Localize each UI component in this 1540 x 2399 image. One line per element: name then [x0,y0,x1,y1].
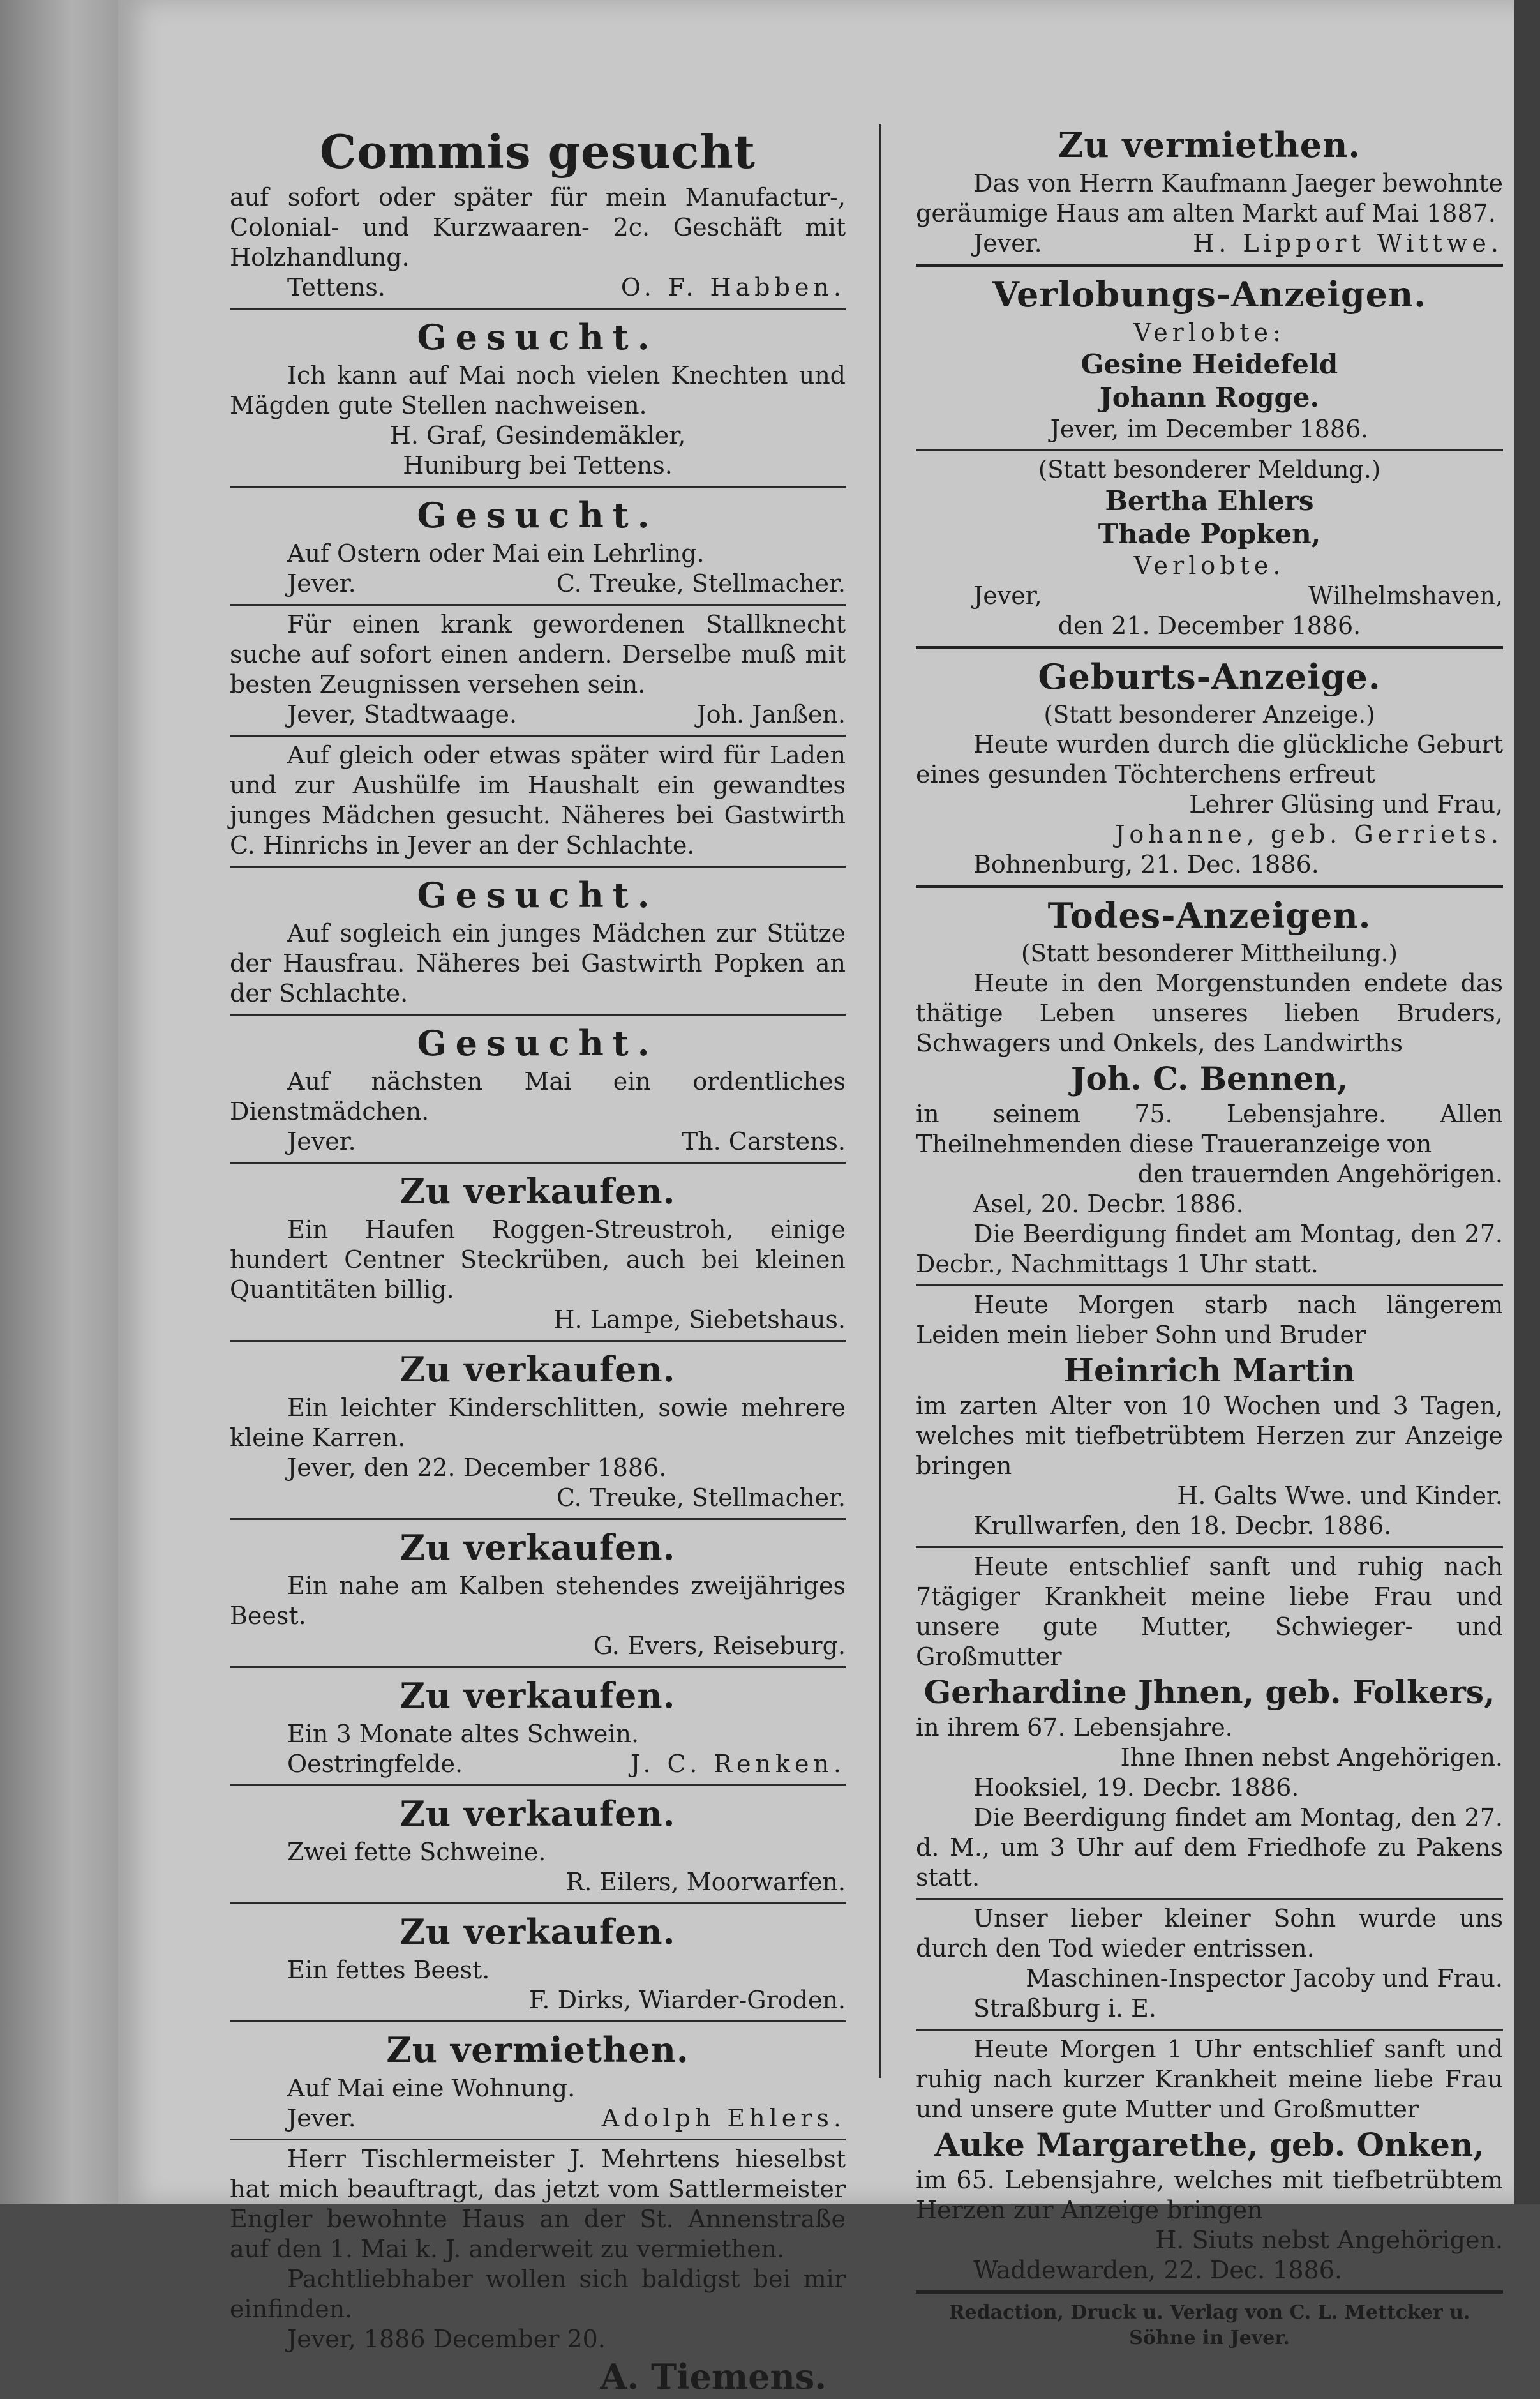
ad-funeral: Die Beerdigung findet am Montag, den 27. d. M., um 3 Uhr auf dem Friedhofe zu Pakens statt. [916,1803,1503,1891]
ad-signature: Joh. Janßen. [696,700,846,728]
separator [230,1902,846,1904]
ad-place: Asel, 20. Decbr. 1886. [973,1190,1244,1218]
separator [230,2139,846,2140]
ad-name: Johann Rogge. [1099,382,1320,413]
ad-date: den 21. December 1886. [1058,612,1361,640]
ad-text: Heute wurden durch die glückliche Geburt eines gesunden Töchterchens erfreut [916,730,1503,788]
ad-name: Joh. C. Bennen, [1070,1060,1349,1097]
ad-text: Heute Morgen starb nach längerem Leiden mein lieber Sohn und Bruder [916,1291,1503,1349]
ad-place: Oestringfelde. [287,1750,463,1778]
ad-place: Hooksiel, 19. Decbr. 1886. [973,1773,1299,1801]
ad-place: Krullwarfen, den 18. Decbr. 1886. [973,1512,1392,1540]
ad-tod-bennen [916,892,1503,1279]
ad-signature: R. Eilers, Moorwarfen. [565,1868,846,1896]
ad-title: Zu vermiethen. [386,2029,689,2070]
separator [230,2020,846,2022]
separator [230,1666,846,1668]
ad-title: Zu verkaufen. [400,1793,676,1834]
ad-place: Jever, 1886 December 20. [287,2325,606,2353]
separator [916,1898,1503,1900]
ad-text-2: in seinem 75. Lebensjahre. Allen Theilnehmenden diese Traueranzeige von [916,1100,1503,1158]
column-divider [879,124,881,2078]
ad-place: Jever, [973,582,1042,610]
ad-signature: Lehrer Glüsing und Frau, [1189,790,1503,818]
ad-signature: F. Dirks, Wiarder-Groden. [528,1986,846,2014]
separator [916,264,1503,267]
ad-place: Jever, im December 1886. [1050,415,1369,443]
ad-text: Ein leichter Kinderschlitten, sowie mehrere kleine Karren. [230,1394,846,1452]
ad-name: Gesine Heidefeld [1080,349,1338,380]
ad-title: Commis gesucht [319,124,756,179]
ad-vermiethen-haus-tiemens [230,2144,846,2399]
ad-name: Bertha Ehlers [1105,485,1314,516]
ad-signature: O. F. Habben. [620,273,846,301]
ad-signature: Ihne Ihnen nebst Angehörigen. [1120,1743,1503,1771]
ad-stallknecht [230,610,846,730]
scan-left-margin [0,0,121,2204]
ad-verkaufen-beest [230,1524,846,1661]
ad-text: Heute entschlief sanft und ruhig nach 7tägiger Krankheit meine liebe Frau und unsere gute Mutter, Schwieger- und Großmutter [916,1553,1503,1671]
separator [230,604,846,606]
separator [230,308,846,310]
ad-text: Ein Haufen Roggen-Streustroh, einige hundert Centner Steckrüben, auch bei kleinen Quantitäten billig. [230,1215,846,1304]
ad-text: Herr Tischlermeister J. Mehrtens hieselbst hat mich beauftragt, das jetzt vom Sattlermeister Engler bewohnte Haus an der St. Annenstraße auf den 1. Mai k. J. anderweit zu vermiethen. [230,2145,846,2263]
ad-place: Jever. [287,1127,356,1155]
ad-title: Zu verkaufen. [400,1349,676,1390]
ad-text: Ein 3 Monate altes Schwein. [287,1720,639,1748]
ad-place: Waddewarden, 22. Dec. 1886. [973,2256,1343,2284]
ad-signature: G. Evers, Reiseburg. [593,1632,846,1660]
separator [230,1518,846,1520]
ad-title: Todes-Anzeigen. [1047,895,1372,936]
ad-tod-onken [916,2034,1503,2285]
separator [230,1340,846,1342]
ad-verkaufen-fettes-beest [230,1908,846,2015]
ad-text: Unser lieber kleiner Sohn wurde uns durch den Tod wieder entrissen. [916,1904,1503,1962]
ad-title: Gesucht. [417,495,659,536]
ad-signature: H. Siuts nebst Angehörigen. [1155,2226,1503,2254]
ad-title: Zu verkaufen. [400,1527,676,1568]
scan-right-edge [1514,0,1540,2204]
ad-name: Thade Popken, [1098,518,1321,550]
ad-note: (Statt besonderer Mittheilung.) [1021,940,1398,967]
separator [916,646,1503,649]
ad-title: Gesucht. [417,1023,659,1064]
ad-gesucht-stuetze [230,871,846,1009]
ad-text: Ein nahe am Kalben stehendes zweijähriges Beest. [230,1572,846,1630]
ad-name: Heinrich Martin [1063,1351,1356,1389]
ad-note: (Statt besonderer Meldung.) [1038,456,1381,483]
ad-title: Zu verkaufen. [400,1675,676,1716]
ad-gesucht-dienstmaedchen [230,1019,846,1157]
separator [230,1014,846,1016]
separator [916,2290,1503,2294]
ad-verlobung-heidefeld-rogge [916,271,1503,444]
ad-text: Ein fettes Beest. [287,1956,490,1984]
ad-place: Bohnenburg, 21. Dec. 1886. [973,850,1319,878]
separator [230,866,846,868]
ad-verkaufen-schlitten [230,1346,846,1513]
ad-gesucht-graf [230,313,846,481]
separator [916,1546,1503,1548]
ad-text: Auf nächsten Mai ein ordentliches Dienstmädchen. [230,1067,846,1125]
ad-vermiethen-wohnung [230,2026,846,2133]
ad-verkaufen-schweine [230,1790,846,1897]
ad-text-2: in ihrem 67. Lebensjahre. [916,1713,1233,1741]
ad-text: Ich kann auf Mai noch vielen Knechten und Mägden gute Stellen nachweisen. [230,361,846,419]
ad-note: (Statt besonderer Anzeige.) [1043,701,1375,728]
ad-signature: H. Graf, Gesindemäkler, [389,421,686,449]
ad-title: Zu verkaufen. [400,1911,676,1952]
separator [230,1162,846,1164]
ad-vermiethen-haus-jaeger [916,121,1503,259]
separator [916,449,1503,451]
separator [916,1284,1503,1286]
ad-tod-jhnen [916,1552,1503,1893]
ad-signature: Maschinen-Inspector Jacoby und Frau. [1026,1964,1503,1992]
separator [230,735,846,737]
ad-title: Gesucht. [417,875,659,915]
ad-place: Jever. [287,2104,356,2132]
ad-signature: C. Treuke, Stellmacher. [556,569,846,598]
separator [916,2029,1503,2031]
ad-signature: H. Lipport Wittwe. [1193,229,1503,257]
separator [230,486,846,488]
separator [230,1784,846,1786]
ad-maedchen-laden [230,741,846,861]
ad-verkaufen-schwein [230,1672,846,1779]
ad-place: Jever. [973,229,1042,257]
ad-signature: Adolph Ehlers. [601,2104,846,2132]
ad-title: Zu vermiethen. [1058,124,1361,165]
ad-funeral: Die Beerdigung findet am Montag, den 27. Decbr., Nachmittags 1 Uhr statt. [916,1220,1503,1278]
ad-text: Auf gleich oder etwas später wird für Laden und zur Aushülfe im Haushalt ein gewandtes junges Mädchen gesucht. Näheres bei Gastwirth C. Hinrichs in Jever an der Schlachte. [230,741,846,859]
ad-place: Straßburg i. E. [973,1994,1157,2022]
ad-signature: Johanne, geb. Gerriets. [1115,820,1503,848]
separator [916,885,1503,888]
ad-text: Heute in den Morgenstunden endete das thätige Leben unseres lieben Bruders, Schwagers und Onkels, des Landwirths [916,969,1503,1057]
ad-geburt [916,653,1503,880]
ad-text: Das von Herrn Kaufmann Jaeger bewohnte geräumige Haus am alten Markt auf Mai 1887. [916,169,1503,227]
imprint-footer: Redaction, Druck u. Verlag von C. L. Mettcker u. Söhne in Jever. [948,2301,1470,2349]
ad-signature: den trauernden Angehörigen. [1137,1160,1503,1188]
ad-signature: H. Lampe, Siebetshaus. [553,1305,846,1334]
ad-commis-gesucht [230,121,846,303]
ad-label: Verlobte: [1133,319,1285,347]
ad-text: Für einen krank gewordenen Stallknecht suche auf sofort einen andern. Derselbe muß mit besten Zeugnissen versehen sein. [230,610,846,698]
ad-tod-jacoby [916,1904,1503,2024]
ad-place: Tettens. [287,273,385,301]
ad-text: Auf sogleich ein junges Mädchen zur Stütze der Hausfrau. Näheres bei Gastwirth Popken an der Schlachte. [230,919,846,1007]
ad-verkaufen-stroh [230,1168,846,1335]
ad-text: Zwei fette Schweine. [287,1838,546,1866]
ad-text: Auf Mai eine Wohnung. [287,2074,576,2102]
ad-title: Zu verkaufen. [400,1171,676,1212]
ad-text: Auf Ostern oder Mai ein Lehrling. [287,539,705,568]
ad-signature: C. Treuke, Stellmacher. [556,1484,846,1512]
ad-text-2: Pachtliebhaber wollen sich baldigst bei mir einfinden. [230,2265,846,2323]
ad-place: Jever, Stadtwaage. [287,700,518,728]
ad-text-2: im 65. Lebensjahre, welches mit tiefbetrübtem Herzen zur Anzeige bringen [916,2166,1503,2224]
ad-signature: A. Tiemens. [600,2356,826,2397]
ad-name: Auke Margarethe, geb. Onken, [934,2126,1484,2163]
ad-place: Jever. [287,569,356,598]
left-column [230,121,846,2399]
ad-label: Verlobte. [1133,552,1285,580]
ad-verlobung-ehlers-popken [916,455,1503,641]
ad-signature: H. Galts Wwe. und Kinder. [1177,1482,1503,1510]
right-column [916,121,1503,2351]
ad-title: Gesucht. [417,317,659,357]
ad-signature: Th. Carstens. [681,1127,846,1155]
ad-name: Gerhardine Jhnen, geb. Folkers, [923,1673,1495,1711]
ad-gesucht-lehrling [230,492,846,599]
ad-title: Verlobungs-Anzeigen. [992,274,1426,315]
ad-text: auf sofort oder später für mein Manufactur-, Colonial- und Kurzwaaren- 2c. Geschäft mit Holzhandlung. [230,183,846,271]
ad-place: Wilhelmshaven, [1308,582,1503,610]
ad-signature-place: Huniburg bei Tettens. [403,451,673,479]
ad-text-2: im zarten Alter von 10 Wochen und 3 Tagen, welches mit tiefbetrübtem Herzen zur Anzeige bringen [916,1392,1503,1480]
ad-place: Jever, den 22. December 1886. [287,1454,667,1482]
ad-text: Heute Morgen 1 Uhr entschlief sanft und ruhig nach kurzer Krankheit meine liebe Frau und unsere gute Mutter und Großmutter [916,2035,1503,2123]
ad-title: Geburts-Anzeige. [1038,656,1381,697]
ad-signature: J. C. Renken. [631,1750,846,1778]
ad-tod-martin [916,1290,1503,1541]
